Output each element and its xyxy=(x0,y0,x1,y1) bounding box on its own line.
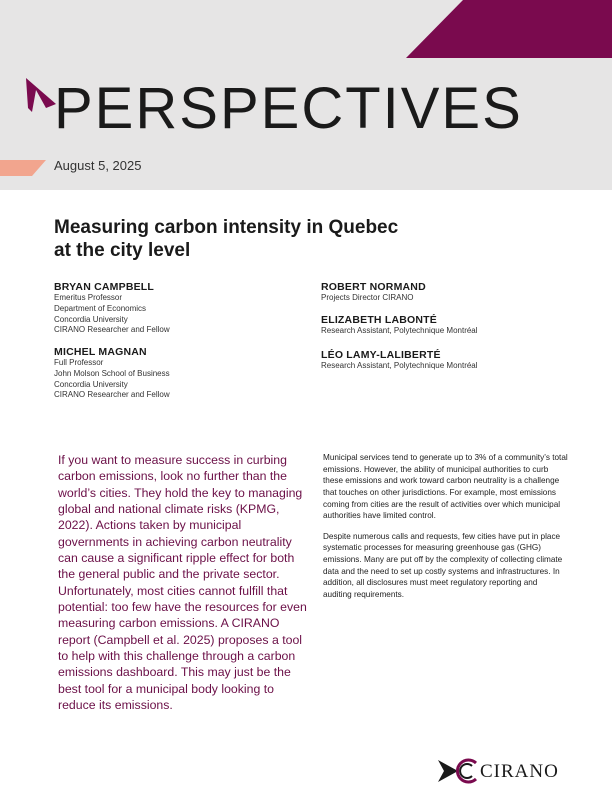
author-role: Department of Economics xyxy=(54,303,147,313)
author-name: ELIZABETH LABONTÉ xyxy=(321,314,437,326)
cirano-logo-icon xyxy=(436,756,480,786)
author-role: CIRANO Researcher and Fellow xyxy=(54,390,170,400)
author-role: Emeritus Professor xyxy=(54,293,123,302)
author-block xyxy=(54,346,314,401)
article-title xyxy=(54,217,454,263)
author-block xyxy=(321,281,581,304)
cirano-logo xyxy=(436,756,606,786)
salmon-accent-shape xyxy=(0,160,46,176)
author-role: Research Assistant, Polytechnique Montréal xyxy=(321,361,478,370)
publication-date: August 5, 2025 xyxy=(54,158,142,173)
masthead-title: PERSPECTIVES xyxy=(54,76,523,141)
author-role: Projects Director CIRANO xyxy=(321,293,414,302)
author-role: Full Professor xyxy=(54,358,104,367)
article-title-line-2: at the city level xyxy=(54,239,191,261)
masthead-chevron-icon xyxy=(26,78,56,112)
body-column xyxy=(323,452,568,610)
article-title-line-1: Measuring carbon intensity in Quebec xyxy=(54,217,399,238)
author-block xyxy=(321,349,581,372)
author-role: Research Assistant, Polytechnique Montréal xyxy=(321,326,478,335)
author-name: BRYAN CAMPBELL xyxy=(54,281,155,293)
cirano-logo-text: CIRANO xyxy=(480,761,559,782)
author-name: ROBERT NORMAND xyxy=(321,281,426,293)
author-role: CIRANO Researcher and Fellow xyxy=(54,325,170,335)
plum-corner-shape xyxy=(406,0,612,58)
author-block xyxy=(321,314,581,337)
author-name: LÉO LAMY-LALIBERTÉ xyxy=(321,349,441,361)
lead-paragraph: If you want to measure success in curbing carbon emissions, look no further than the world’s cities. They hold the key to managing global and national climate risks (KPMG, 2022). Actions taken by municipal governments in achieving carbon neutrality can cause a significant ripple effect for both the general public and the private sector. Unfortunately, most cities cannot fulfill that potential: too few have the resources for even measuring carbon emissions. A CIRANO report (Campbell et al. 2025) proposes a tool to help with this challenge through a carbon emissions dashboard. This may just be the best tool for a municipal body looking to reduce its emissions. xyxy=(58,453,307,713)
author-role: John Molson School of Business xyxy=(54,368,170,378)
author-role: Concordia University xyxy=(54,379,128,389)
author-role: Concordia University xyxy=(54,314,128,324)
body-paragraph: Despite numerous calls and requests, few cities have put in place systematic processes for measuring greenhouse gas (GHG) emissions. Many are put off by the complexity of collecting climate data and the need to set up costly systems and infrastructures. In addition, all disclosures must meet regulatory reporting and auditing requirements. xyxy=(323,531,563,600)
author-block xyxy=(54,281,314,336)
author-name: MICHEL MAGNAN xyxy=(54,346,147,358)
body-paragraph: Municipal services tend to generate up to 3% of a community’s total emissions. However, the ability of municipal authorities to curb these emissions and work toward carbon neutrality is a challenge that touches on other jurisdictions. For example, most emissions coming from cities are the result of activities over which municipal authorities have limited control. xyxy=(323,453,568,521)
